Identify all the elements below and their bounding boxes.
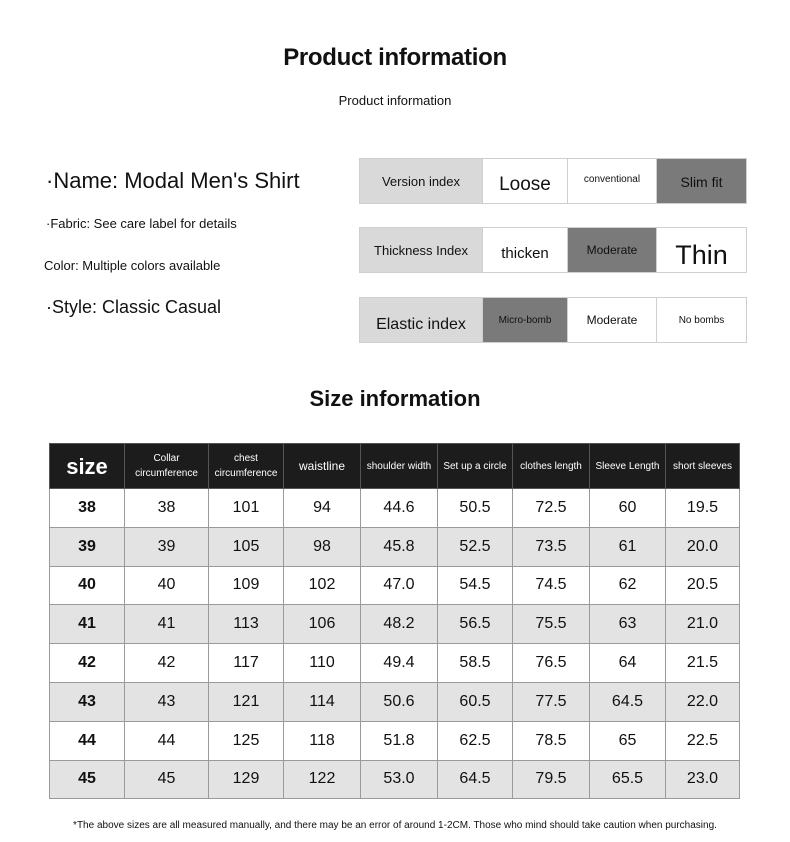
header-collar: Collar circumference — [125, 444, 209, 489]
table-cell: 64.5 — [590, 682, 666, 721]
table-cell: 51.8 — [361, 721, 438, 760]
table-row — [50, 721, 740, 760]
table-cell: 44 — [125, 721, 209, 760]
thickness-index-row — [359, 227, 747, 273]
page-subtitle: Product information — [338, 93, 452, 108]
table-cell: 19.5 — [666, 489, 740, 528]
table-row — [50, 760, 740, 799]
table-row — [50, 682, 740, 721]
table-cell: 101 — [209, 489, 284, 528]
product-style: ·Style: Classic Casual — [46, 297, 222, 317]
table-cell: 106 — [284, 605, 361, 644]
table-cell: 114 — [284, 682, 361, 721]
table-cell: 52.5 — [438, 527, 513, 566]
table-cell: 43 — [50, 682, 125, 721]
table-cell: 72.5 — [513, 489, 590, 528]
table-cell: 56.5 — [438, 605, 513, 644]
table-cell: 98 — [284, 527, 361, 566]
table-cell: 75.5 — [513, 605, 590, 644]
table-cell: 38 — [125, 489, 209, 528]
table-cell: 117 — [209, 644, 284, 683]
thickness-option-moderate: Moderate — [567, 228, 656, 272]
table-cell: 76.5 — [513, 644, 590, 683]
table-cell: 23.0 — [666, 760, 740, 799]
table-cell: 62.5 — [438, 721, 513, 760]
table-cell: 73.5 — [513, 527, 590, 566]
table-cell: 113 — [209, 605, 284, 644]
elastic-index-label: Elastic index — [360, 298, 482, 342]
size-table — [49, 443, 740, 799]
table-cell: 50.6 — [361, 682, 438, 721]
table-header-row — [50, 444, 740, 489]
header-clothes-length: clothes length — [513, 444, 590, 489]
header-setup-circle: Set up a circle — [438, 444, 513, 489]
table-cell: 22.0 — [666, 682, 740, 721]
table-cell: 39 — [50, 527, 125, 566]
version-option-loose: Loose — [482, 159, 567, 203]
table-cell: 20.0 — [666, 527, 740, 566]
table-row — [50, 644, 740, 683]
table-cell: 45.8 — [361, 527, 438, 566]
table-cell: 61 — [590, 527, 666, 566]
table-cell: 77.5 — [513, 682, 590, 721]
elastic-index-row — [359, 297, 747, 343]
table-cell: 74.5 — [513, 566, 590, 605]
table-cell: 49.4 — [361, 644, 438, 683]
table-cell: 20.5 — [666, 566, 740, 605]
elastic-option-no-bombs: No bombs — [656, 298, 746, 342]
table-cell: 109 — [209, 566, 284, 605]
table-cell: 40 — [50, 566, 125, 605]
elastic-option-micro-bomb: Micro-bomb — [482, 298, 567, 342]
table-cell: 60.5 — [438, 682, 513, 721]
product-fabric: ·Fabric: See care label for details — [46, 216, 237, 231]
elastic-option-moderate: Moderate — [567, 298, 656, 342]
header-short-sleeves: short sleeves — [666, 444, 740, 489]
table-cell: 43 — [125, 682, 209, 721]
table-cell: 125 — [209, 721, 284, 760]
table-cell: 58.5 — [438, 644, 513, 683]
table-cell: 64 — [590, 644, 666, 683]
table-cell: 44 — [50, 721, 125, 760]
table-cell: 50.5 — [438, 489, 513, 528]
table-row — [50, 489, 740, 528]
table-cell: 41 — [125, 605, 209, 644]
table-cell: 48.2 — [361, 605, 438, 644]
thickness-option-thicken: thicken — [482, 228, 567, 272]
table-cell: 54.5 — [438, 566, 513, 605]
header-waistline: waistline — [284, 444, 361, 489]
table-row — [50, 605, 740, 644]
page-title: Product information — [283, 44, 507, 71]
product-color: Color: Multiple colors available — [44, 258, 221, 273]
version-option-slim-fit: Slim fit — [656, 159, 746, 203]
header-shoulder: shoulder width — [361, 444, 438, 489]
table-cell: 110 — [284, 644, 361, 683]
table-cell: 21.5 — [666, 644, 740, 683]
table-cell: 105 — [209, 527, 284, 566]
table-cell: 42 — [50, 644, 125, 683]
measurement-note: *The above sizes are all measured manually, and there may be an error of around 1-2CM. Those who mind should take caution when purchasing. — [73, 820, 717, 831]
table-cell: 44.6 — [361, 489, 438, 528]
table-cell: 53.0 — [361, 760, 438, 799]
table-cell: 102 — [284, 566, 361, 605]
table-cell: 40 — [125, 566, 209, 605]
product-name: ·Name: Modal Men's Shirt — [46, 168, 300, 193]
table-cell: 94 — [284, 489, 361, 528]
size-section-title: Size information — [309, 386, 481, 411]
thickness-index-label: Thickness Index — [360, 228, 482, 272]
table-cell: 38 — [50, 489, 125, 528]
table-row — [50, 527, 740, 566]
table-cell: 121 — [209, 682, 284, 721]
table-cell: 65.5 — [590, 760, 666, 799]
table-cell: 64.5 — [438, 760, 513, 799]
table-cell: 65 — [590, 721, 666, 760]
table-cell: 118 — [284, 721, 361, 760]
version-index-row — [359, 158, 747, 204]
header-chest: chest circumference — [209, 444, 284, 489]
table-cell: 60 — [590, 489, 666, 528]
table-cell: 129 — [209, 760, 284, 799]
table-cell: 47.0 — [361, 566, 438, 605]
header-sleeve-length: Sleeve Length — [590, 444, 666, 489]
header-size: size — [50, 444, 125, 489]
table-cell: 45 — [50, 760, 125, 799]
table-cell: 45 — [125, 760, 209, 799]
table-cell: 79.5 — [513, 760, 590, 799]
version-option-conventional: conventional — [567, 159, 656, 203]
table-cell: 122 — [284, 760, 361, 799]
table-cell: 63 — [590, 605, 666, 644]
table-row — [50, 566, 740, 605]
table-cell: 22.5 — [666, 721, 740, 760]
version-index-label: Version index — [360, 159, 482, 203]
table-cell: 39 — [125, 527, 209, 566]
table-cell: 42 — [125, 644, 209, 683]
table-cell: 62 — [590, 566, 666, 605]
table-cell: 21.0 — [666, 605, 740, 644]
table-cell: 78.5 — [513, 721, 590, 760]
thickness-option-thin: Thin — [656, 228, 746, 272]
table-cell: 41 — [50, 605, 125, 644]
